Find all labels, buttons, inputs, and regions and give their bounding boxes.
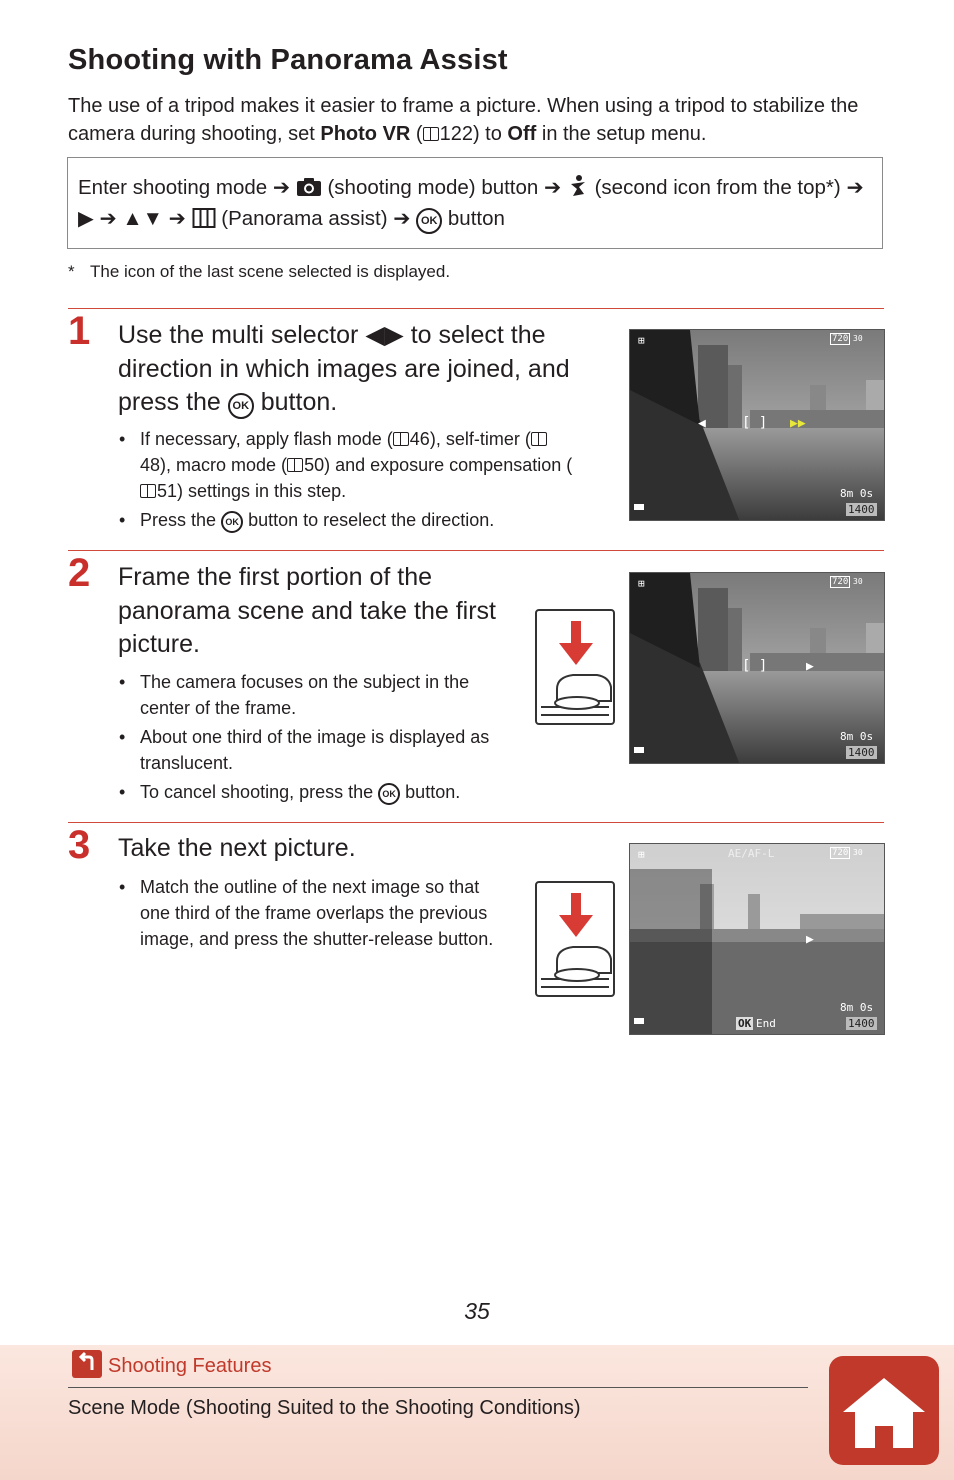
- direction-right-selected-icon: ▶▶: [790, 416, 806, 431]
- exposures-remaining: 1400: [848, 1017, 875, 1030]
- remaining-movie-time: 8m 0s: [840, 1001, 874, 1014]
- frame-rate: 30: [853, 577, 863, 586]
- list-item: [118, 507, 578, 533]
- intro-text-2: ) to: [472, 123, 508, 145]
- footer-link-text[interactable]: Shooting Features: [108, 1355, 272, 1377]
- footnote: [68, 262, 450, 282]
- end-label: End: [756, 1017, 776, 1030]
- arrow-right-icon: ➔: [846, 176, 864, 199]
- movie-resolution: 720: [832, 577, 849, 587]
- camera-screen-2: [629, 572, 885, 764]
- focus-bracket: [ ]: [742, 658, 768, 674]
- step-2-bullets: [118, 669, 513, 808]
- back-arrow-icon: [72, 1350, 102, 1378]
- shutter-press-illustration: [535, 609, 615, 725]
- camera-icon: [296, 177, 322, 197]
- page-ref-link[interactable]: 122: [439, 123, 473, 145]
- panorama-mode-icon: ⊞: [638, 334, 645, 347]
- intro-text-3: in the setup menu.: [536, 123, 707, 145]
- procedure-box: [67, 157, 883, 249]
- arrow-right-icon: ➔: [168, 207, 186, 230]
- proc-seg-4: (Panorama assist): [221, 207, 388, 230]
- page-ref-link[interactable]: 51) settings in this step.: [157, 481, 347, 501]
- ok-button-icon: OK: [221, 511, 243, 533]
- page-title: Shooting with Panorama Assist: [68, 44, 508, 76]
- page-ref-icon: [287, 458, 303, 472]
- step-number: 2: [68, 551, 91, 595]
- arrow-right-icon: ➔: [393, 207, 411, 230]
- scene-icon: [567, 174, 589, 198]
- step-divider: [68, 308, 884, 309]
- intro-text-1: The use of a tripod makes it easier to frame a picture. When using a tripod to stabilize the camera during shooting, set: [68, 95, 859, 145]
- movie-resolution: 720: [832, 334, 849, 344]
- page-ref-icon: [393, 432, 409, 446]
- page-ref-icon: [531, 432, 547, 446]
- bullet-text: The camera focuses on the subject in the center of the frame.: [140, 672, 470, 718]
- multi-selector-leftright-icon: ◀▶: [365, 321, 404, 349]
- intro-paragraph: The use of a tripod makes it easier to frame a picture. When using a tripod to stabilize the camera during shooting, set Photo VR ( 122) to Off in the setup menu.: [68, 95, 859, 145]
- ok-button-icon: OK: [378, 783, 400, 805]
- page-number: 35: [464, 1298, 490, 1324]
- page-ref-link[interactable]: 50) and exposure compensation (: [304, 455, 573, 475]
- arrow-right-icon: ➔: [544, 176, 562, 199]
- shutter-press-illustration: [535, 881, 615, 997]
- list-item: [118, 426, 578, 504]
- list-item: [118, 779, 513, 805]
- battery-icon: [634, 1018, 644, 1024]
- movie-resolution: 720: [832, 848, 849, 858]
- step-1-title: [118, 319, 598, 420]
- list-item: [118, 874, 508, 952]
- bullet-text: button.: [405, 782, 461, 802]
- bullet-text: button to reselect the direction.: [248, 510, 495, 530]
- footnote-mark: *: [68, 262, 75, 281]
- step-divider: [68, 550, 884, 551]
- ae-af-lock-indicator: AE/AF-L: [728, 847, 775, 860]
- photo-vr-label: Photo VR: [320, 123, 411, 145]
- list-item: [118, 724, 513, 776]
- ok-button-icon: OK: [228, 393, 254, 419]
- page-ref-link[interactable]: 48), macro mode (: [140, 455, 288, 475]
- page-ref-link[interactable]: 46), self-timer (: [409, 429, 531, 449]
- footer-link-shooting-features[interactable]: [72, 1350, 271, 1378]
- bullet-text: Match the outline of the next image so that one third of the frame overlaps the previous image, and press the shutter-release button.: [140, 877, 494, 949]
- frame-rate: 30: [853, 848, 863, 857]
- bullet-text: Press the: [140, 510, 217, 530]
- bullet-text: About one third of the image is displayed as translucent.: [140, 727, 490, 773]
- step-1-bullets: [118, 426, 578, 536]
- remaining-movie-time: 8m 0s: [840, 487, 874, 500]
- focus-bracket: [ ]: [742, 415, 768, 431]
- battery-icon: [634, 747, 644, 753]
- step-1-title-a: Use the multi selector: [118, 321, 359, 349]
- list-item: [118, 669, 513, 721]
- panorama-mode-icon: ⊞: [638, 848, 645, 861]
- frame-rate: 30: [853, 334, 863, 343]
- bullet-text: If necessary, apply flash mode (: [140, 429, 393, 449]
- footer-section-title: Scene Mode (Shooting Suited to the Shooting Conditions): [68, 1397, 581, 1419]
- proc-seg-2: (shooting mode) button: [327, 176, 539, 199]
- home-button[interactable]: [829, 1356, 939, 1465]
- remaining-movie-time: 8m 0s: [840, 730, 874, 743]
- arrow-right-icon: ➔: [272, 176, 291, 199]
- step-1-title-c: button.: [260, 388, 338, 416]
- off-label: Off: [507, 123, 537, 145]
- exposures-remaining: 1400: [848, 746, 875, 759]
- ok-button-icon: OK: [416, 208, 442, 234]
- panorama-mode-icon: ⊞: [638, 577, 645, 590]
- ok-end-icon: OK: [738, 1017, 752, 1030]
- direction-right-icon: ▶: [806, 659, 814, 674]
- arrow-right-icon: ➔: [99, 207, 117, 230]
- proc-seg-1: Enter shooting mode: [78, 176, 268, 199]
- home-icon: [829, 1356, 939, 1465]
- battery-icon: [634, 504, 644, 510]
- exposures-remaining: 1400: [848, 503, 875, 516]
- step-1-title-b: to select the direction in which images are joined, and press the: [118, 321, 570, 416]
- direction-left-icon: ◀: [698, 416, 706, 431]
- footnote-text: The icon of the last scene selected is displayed.: [90, 262, 451, 281]
- proc-seg-3: (second icon from the top*): [594, 176, 841, 199]
- step-3-title: Take the next picture.: [118, 834, 356, 862]
- press-shutter-icon: [537, 883, 613, 995]
- multi-selector-right-icon: ▶: [78, 207, 94, 230]
- step-2-title: Frame the first portion of the panorama scene and take the first picture.: [118, 563, 497, 658]
- camera-screen-3: [629, 843, 885, 1035]
- step-number: 1: [68, 309, 91, 353]
- proc-seg-5: button: [447, 207, 505, 230]
- page-ref-icon: [140, 484, 156, 498]
- footer-divider: [68, 1387, 808, 1388]
- bullet-text: To cancel shooting, press the: [140, 782, 374, 802]
- press-shutter-icon: [537, 611, 613, 723]
- step-3-bullets: [118, 874, 508, 955]
- camera-screen-1: [629, 329, 885, 521]
- panorama-assist-icon: [192, 207, 216, 229]
- page-ref-icon: [423, 127, 439, 141]
- step-divider: [68, 822, 884, 823]
- direction-right-icon: ▶: [806, 932, 814, 947]
- step-number: 3: [68, 823, 91, 867]
- multi-selector-updown-icon: ▲▼: [122, 207, 163, 230]
